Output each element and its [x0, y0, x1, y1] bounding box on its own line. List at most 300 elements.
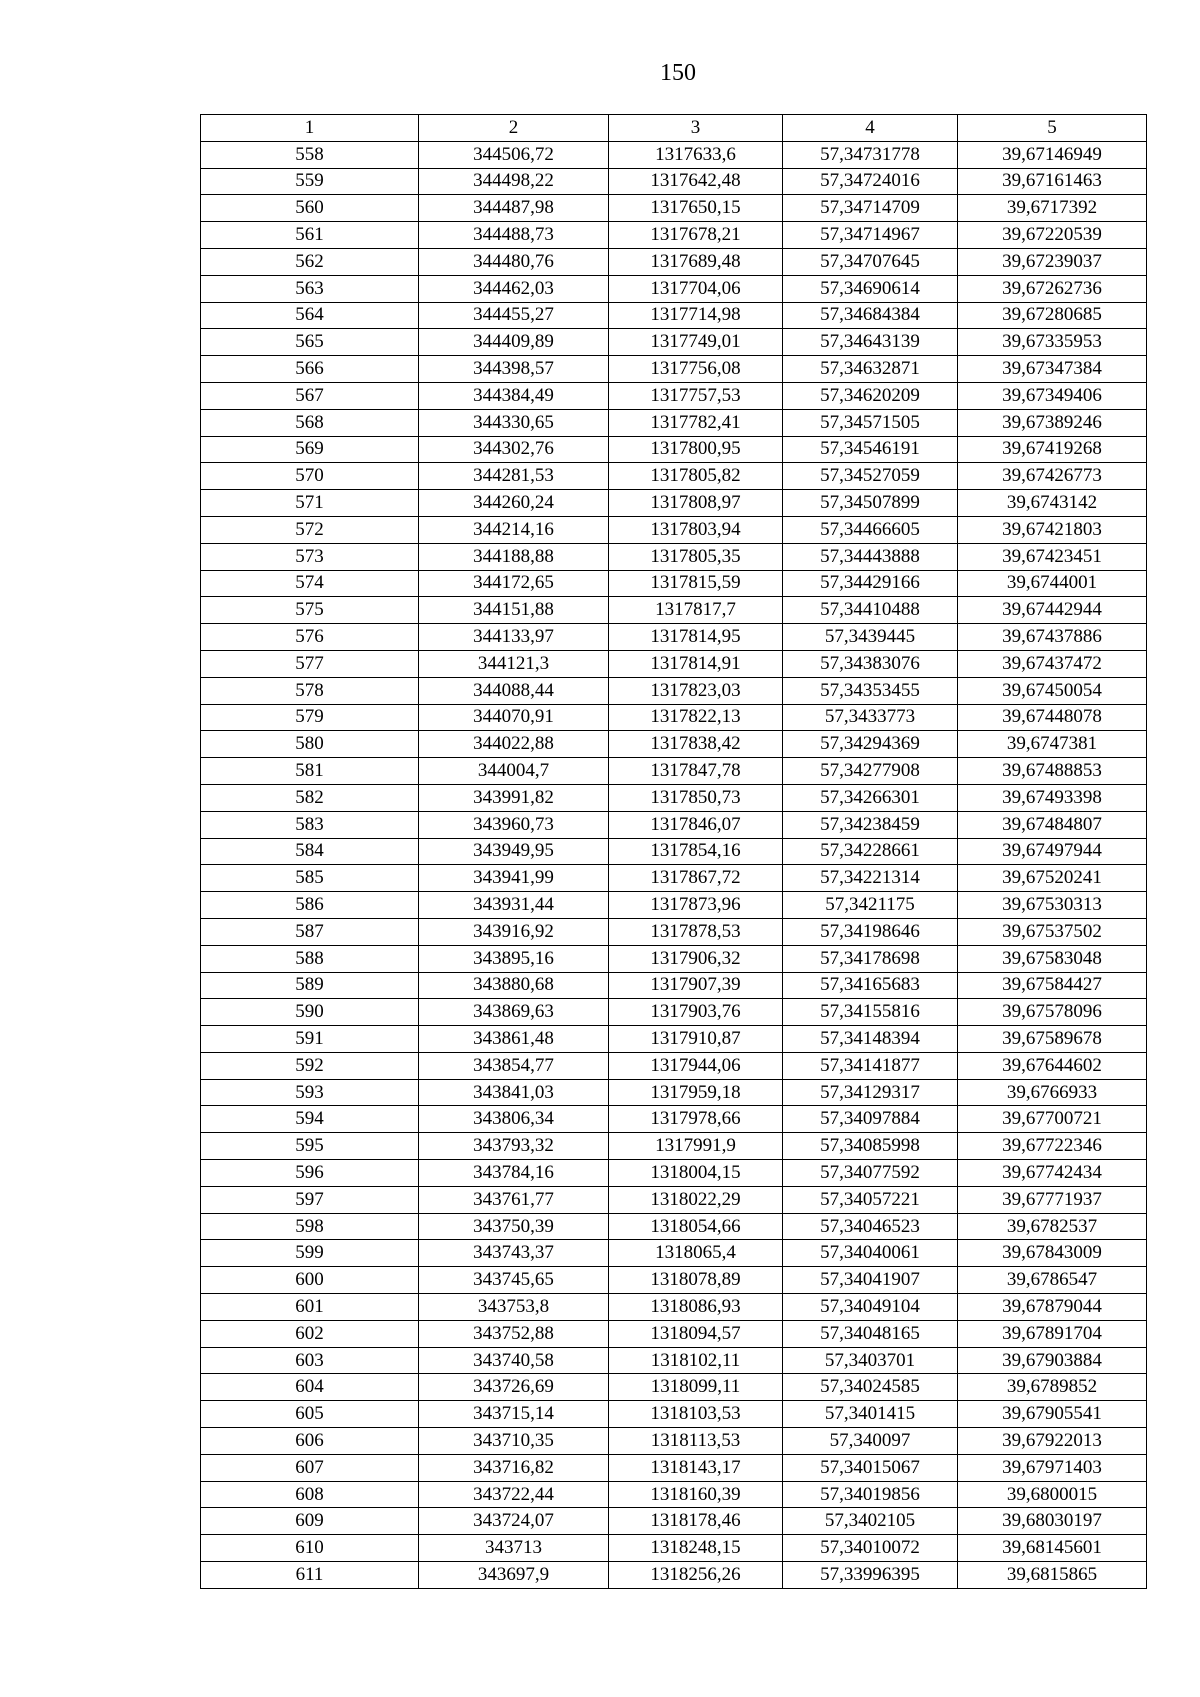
table-cell-col-4: 57,34507899 — [783, 490, 958, 517]
table-cell-col-5: 39,67239037 — [958, 248, 1147, 275]
table-cell-col-3: 1318102,11 — [609, 1347, 783, 1374]
table-cell-col-3: 1317678,21 — [609, 222, 783, 249]
table-cell-col-2: 344260,24 — [419, 490, 609, 517]
table-cell-col-3: 1318178,46 — [609, 1508, 783, 1535]
table-cell-col-5: 39,67905541 — [958, 1401, 1147, 1428]
table-row — [201, 409, 1147, 436]
table-cell-col-3: 1317714,98 — [609, 302, 783, 329]
table-cell-col-2: 343841,03 — [419, 1079, 609, 1106]
table-cell-col-3: 1318113,53 — [609, 1428, 783, 1455]
table-row — [201, 1213, 1147, 1240]
table-cell-col-1: 579 — [201, 704, 419, 731]
table-cell-col-4: 57,34731778 — [783, 141, 958, 168]
table-cell-col-3: 1317991,9 — [609, 1133, 783, 1160]
table-row — [201, 1562, 1147, 1589]
table-cell-col-5: 39,67644602 — [958, 1052, 1147, 1079]
table-cell-col-3: 1317978,66 — [609, 1106, 783, 1133]
table-cell-col-4: 57,34155816 — [783, 999, 958, 1026]
table-cell-col-3: 1317854,16 — [609, 838, 783, 865]
table-row — [201, 543, 1147, 570]
table-cell-col-4: 57,34714709 — [783, 195, 958, 222]
table-cell-col-1: 594 — [201, 1106, 419, 1133]
table-cell-col-4: 57,34724016 — [783, 168, 958, 195]
table-row — [201, 704, 1147, 731]
table-cell-col-1: 599 — [201, 1240, 419, 1267]
table-row — [201, 222, 1147, 249]
column-header-4: 4 — [783, 115, 958, 142]
table-row — [201, 865, 1147, 892]
table-cell-col-5: 39,6800015 — [958, 1481, 1147, 1508]
table-cell-col-5: 39,67879044 — [958, 1294, 1147, 1321]
table-cell-col-4: 57,34714967 — [783, 222, 958, 249]
table-cell-col-2: 344455,27 — [419, 302, 609, 329]
table-cell-col-4: 57,34198646 — [783, 918, 958, 945]
table-row — [201, 1454, 1147, 1481]
table-cell-col-4: 57,34040061 — [783, 1240, 958, 1267]
table-cell-col-1: 568 — [201, 409, 419, 436]
table-cell-col-1: 576 — [201, 624, 419, 651]
table-cell-col-4: 57,34049104 — [783, 1294, 958, 1321]
table-cell-col-4: 57,34707645 — [783, 248, 958, 275]
table-cell-col-5: 39,67488853 — [958, 758, 1147, 785]
table-cell-col-4: 57,34097884 — [783, 1106, 958, 1133]
table-row — [201, 490, 1147, 517]
table-cell-col-1: 559 — [201, 168, 419, 195]
table-cell-col-5: 39,67484807 — [958, 811, 1147, 838]
table-cell-col-2: 344088,44 — [419, 677, 609, 704]
table-cell-col-4: 57,34277908 — [783, 758, 958, 785]
table-cell-col-2: 344022,88 — [419, 731, 609, 758]
table-cell-col-3: 1317757,53 — [609, 382, 783, 409]
column-header-3: 3 — [609, 115, 783, 142]
table-cell-col-3: 1317817,7 — [609, 597, 783, 624]
table-cell-col-2: 344409,89 — [419, 329, 609, 356]
table-cell-col-2: 343895,16 — [419, 945, 609, 972]
table-cell-col-4: 57,34057221 — [783, 1186, 958, 1213]
column-header-5: 5 — [958, 115, 1147, 142]
table-row — [201, 1267, 1147, 1294]
table-cell-col-2: 344214,16 — [419, 516, 609, 543]
table-cell-col-2: 344133,97 — [419, 624, 609, 651]
table-cell-col-2: 344498,22 — [419, 168, 609, 195]
table-row — [201, 1320, 1147, 1347]
table-cell-col-4: 57,34010072 — [783, 1535, 958, 1562]
table-cell-col-2: 343743,37 — [419, 1240, 609, 1267]
table-row — [201, 918, 1147, 945]
table-cell-col-3: 1318143,17 — [609, 1454, 783, 1481]
table-cell-col-5: 39,67497944 — [958, 838, 1147, 865]
table-cell-col-1: 569 — [201, 436, 419, 463]
table-cell-col-3: 1317689,48 — [609, 248, 783, 275]
table-cell-col-3: 1318086,93 — [609, 1294, 783, 1321]
table-row — [201, 811, 1147, 838]
table-cell-col-1: 609 — [201, 1508, 419, 1535]
table-cell-col-1: 565 — [201, 329, 419, 356]
table-cell-col-1: 586 — [201, 892, 419, 919]
table-cell-col-4: 57,34228661 — [783, 838, 958, 865]
table-row — [201, 1240, 1147, 1267]
table-cell-col-4: 57,34643139 — [783, 329, 958, 356]
table-cell-col-2: 343793,32 — [419, 1133, 609, 1160]
table-cell-col-5: 39,67583048 — [958, 945, 1147, 972]
table-cell-col-3: 1317959,18 — [609, 1079, 783, 1106]
table-cell-col-4: 57,34466605 — [783, 516, 958, 543]
table-cell-col-5: 39,68145601 — [958, 1535, 1147, 1562]
table-cell-col-2: 343880,68 — [419, 972, 609, 999]
table-cell-col-5: 39,67423451 — [958, 543, 1147, 570]
table-cell-col-2: 343784,16 — [419, 1160, 609, 1187]
table-cell-col-2: 343752,88 — [419, 1320, 609, 1347]
table-cell-col-2: 343761,77 — [419, 1186, 609, 1213]
table-cell-col-2: 343991,82 — [419, 784, 609, 811]
table-cell-col-3: 1317873,96 — [609, 892, 783, 919]
table-row — [201, 624, 1147, 651]
table-cell-col-5: 39,67437886 — [958, 624, 1147, 651]
table-cell-col-2: 344151,88 — [419, 597, 609, 624]
table-cell-col-2: 343949,95 — [419, 838, 609, 865]
table-row — [201, 758, 1147, 785]
table-cell-col-3: 1317805,82 — [609, 463, 783, 490]
column-header-2: 2 — [419, 115, 609, 142]
table-row — [201, 1508, 1147, 1535]
table-row — [201, 302, 1147, 329]
table-cell-col-3: 1317822,13 — [609, 704, 783, 731]
table-cell-col-3: 1317815,59 — [609, 570, 783, 597]
table-cell-col-3: 1318248,15 — [609, 1535, 783, 1562]
table-cell-col-1: 583 — [201, 811, 419, 838]
table-cell-col-1: 566 — [201, 356, 419, 383]
table-cell-col-4: 57,34165683 — [783, 972, 958, 999]
table-cell-col-3: 1317782,41 — [609, 409, 783, 436]
table-row — [201, 1535, 1147, 1562]
table-cell-col-5: 39,67419268 — [958, 436, 1147, 463]
table-cell-col-4: 57,33996395 — [783, 1562, 958, 1589]
table-cell-col-5: 39,67771937 — [958, 1186, 1147, 1213]
table-row — [201, 516, 1147, 543]
table-cell-col-5: 39,67722346 — [958, 1133, 1147, 1160]
table-cell-col-1: 561 — [201, 222, 419, 249]
table-body — [201, 141, 1147, 1588]
table-cell-col-5: 39,67584427 — [958, 972, 1147, 999]
table-cell-col-4: 57,34690614 — [783, 275, 958, 302]
table-row — [201, 1374, 1147, 1401]
table-cell-col-2: 344121,3 — [419, 650, 609, 677]
table-row — [201, 1052, 1147, 1079]
table-cell-col-5: 39,6743142 — [958, 490, 1147, 517]
table-cell-col-1: 571 — [201, 490, 419, 517]
table-row — [201, 1401, 1147, 1428]
table-row — [201, 677, 1147, 704]
table-cell-col-2: 343745,65 — [419, 1267, 609, 1294]
table-cell-col-3: 1318004,15 — [609, 1160, 783, 1187]
table-cell-col-4: 57,34294369 — [783, 731, 958, 758]
table-cell-col-5: 39,67742434 — [958, 1160, 1147, 1187]
table-row — [201, 838, 1147, 865]
table-cell-col-1: 562 — [201, 248, 419, 275]
table-cell-col-1: 608 — [201, 1481, 419, 1508]
table-cell-col-1: 577 — [201, 650, 419, 677]
table-cell-col-2: 343716,82 — [419, 1454, 609, 1481]
table-cell-col-5: 39,67347384 — [958, 356, 1147, 383]
table-cell-col-1: 589 — [201, 972, 419, 999]
table-cell-col-1: 560 — [201, 195, 419, 222]
table-cell-col-4: 57,34041907 — [783, 1267, 958, 1294]
table-row — [201, 945, 1147, 972]
table-cell-col-1: 597 — [201, 1186, 419, 1213]
table-cell-col-3: 1317814,91 — [609, 650, 783, 677]
table-row — [201, 141, 1147, 168]
table-header-row — [201, 115, 1147, 142]
table-cell-col-4: 57,34266301 — [783, 784, 958, 811]
table-cell-col-2: 344462,03 — [419, 275, 609, 302]
table-cell-col-5: 39,67537502 — [958, 918, 1147, 945]
table-cell-col-4: 57,34684384 — [783, 302, 958, 329]
table-row — [201, 1481, 1147, 1508]
table-cell-col-4: 57,34546191 — [783, 436, 958, 463]
table-cell-col-5: 39,6786547 — [958, 1267, 1147, 1294]
table-cell-col-4: 57,34383076 — [783, 650, 958, 677]
table-row — [201, 356, 1147, 383]
table-cell-col-5: 39,67903884 — [958, 1347, 1147, 1374]
table-cell-col-4: 57,34129317 — [783, 1079, 958, 1106]
table-cell-col-2: 344281,53 — [419, 463, 609, 490]
table-cell-col-4: 57,34019856 — [783, 1481, 958, 1508]
table-cell-col-4: 57,34178698 — [783, 945, 958, 972]
table-row — [201, 1186, 1147, 1213]
table-cell-col-1: 563 — [201, 275, 419, 302]
table-cell-col-2: 344487,98 — [419, 195, 609, 222]
table-cell-col-4: 57,34015067 — [783, 1454, 958, 1481]
table-cell-col-2: 343861,48 — [419, 1026, 609, 1053]
table-cell-col-5: 39,67700721 — [958, 1106, 1147, 1133]
table-row — [201, 570, 1147, 597]
table-cell-col-3: 1318065,4 — [609, 1240, 783, 1267]
table-cell-col-3: 1317907,39 — [609, 972, 783, 999]
table-cell-col-4: 57,3439445 — [783, 624, 958, 651]
table-cell-col-3: 1317814,95 — [609, 624, 783, 651]
table-cell-col-5: 39,67450054 — [958, 677, 1147, 704]
table-cell-col-2: 344480,76 — [419, 248, 609, 275]
table-cell-col-1: 578 — [201, 677, 419, 704]
table-cell-col-1: 591 — [201, 1026, 419, 1053]
table-cell-col-1: 567 — [201, 382, 419, 409]
table-cell-col-3: 1318054,66 — [609, 1213, 783, 1240]
table-cell-col-3: 1317749,01 — [609, 329, 783, 356]
table-row — [201, 972, 1147, 999]
table-cell-col-1: 604 — [201, 1374, 419, 1401]
table-row — [201, 1026, 1147, 1053]
table-cell-col-2: 344488,73 — [419, 222, 609, 249]
table-cell-col-4: 57,34046523 — [783, 1213, 958, 1240]
table-cell-col-1: 587 — [201, 918, 419, 945]
table-cell-col-2: 343750,39 — [419, 1213, 609, 1240]
table-cell-col-1: 598 — [201, 1213, 419, 1240]
table-cell-col-5: 39,6744001 — [958, 570, 1147, 597]
table-cell-col-2: 343931,44 — [419, 892, 609, 919]
table-cell-col-1: 596 — [201, 1160, 419, 1187]
table-cell-col-3: 1317650,15 — [609, 195, 783, 222]
table-cell-col-5: 39,67493398 — [958, 784, 1147, 811]
table-cell-col-1: 593 — [201, 1079, 419, 1106]
table-cell-col-2: 343753,8 — [419, 1294, 609, 1321]
table-cell-col-5: 39,67161463 — [958, 168, 1147, 195]
table-row — [201, 463, 1147, 490]
table-cell-col-4: 57,3403701 — [783, 1347, 958, 1374]
table-cell-col-5: 39,67578096 — [958, 999, 1147, 1026]
table-row — [201, 382, 1147, 409]
table-cell-col-5: 39,6815865 — [958, 1562, 1147, 1589]
table-cell-col-4: 57,34353455 — [783, 677, 958, 704]
table-cell-col-5: 39,67335953 — [958, 329, 1147, 356]
table-cell-col-1: 558 — [201, 141, 419, 168]
table-row — [201, 1133, 1147, 1160]
table-row — [201, 784, 1147, 811]
table-row — [201, 329, 1147, 356]
table-cell-col-1: 564 — [201, 302, 419, 329]
table-row — [201, 168, 1147, 195]
table-cell-col-5: 39,6789852 — [958, 1374, 1147, 1401]
table-cell-col-3: 1318103,53 — [609, 1401, 783, 1428]
table-cell-col-1: 575 — [201, 597, 419, 624]
table-cell-col-5: 39,67426773 — [958, 463, 1147, 490]
table-row — [201, 1294, 1147, 1321]
table-cell-col-2: 344302,76 — [419, 436, 609, 463]
table-cell-col-2: 343854,77 — [419, 1052, 609, 1079]
table-cell-col-1: 601 — [201, 1294, 419, 1321]
table-cell-col-2: 343941,99 — [419, 865, 609, 892]
table-cell-col-5: 39,6747381 — [958, 731, 1147, 758]
table-cell-col-3: 1317823,03 — [609, 677, 783, 704]
table-cell-col-5: 39,67220539 — [958, 222, 1147, 249]
table-cell-col-1: 595 — [201, 1133, 419, 1160]
table-cell-col-2: 343916,92 — [419, 918, 609, 945]
table-cell-col-3: 1317756,08 — [609, 356, 783, 383]
table-cell-col-1: 592 — [201, 1052, 419, 1079]
table-row — [201, 999, 1147, 1026]
table-cell-col-3: 1318256,26 — [609, 1562, 783, 1589]
table-cell-col-5: 39,6717392 — [958, 195, 1147, 222]
table-cell-col-2: 344172,65 — [419, 570, 609, 597]
table-cell-col-2: 344188,88 — [419, 543, 609, 570]
table-row — [201, 195, 1147, 222]
table-cell-col-4: 57,34571505 — [783, 409, 958, 436]
table-cell-col-4: 57,34238459 — [783, 811, 958, 838]
table-cell-col-5: 39,67448078 — [958, 704, 1147, 731]
table-cell-col-4: 57,34620209 — [783, 382, 958, 409]
table-cell-col-2: 344384,49 — [419, 382, 609, 409]
table-cell-col-2: 344004,7 — [419, 758, 609, 785]
table-cell-col-4: 57,3421175 — [783, 892, 958, 919]
table-cell-col-1: 605 — [201, 1401, 419, 1428]
table-cell-col-1: 585 — [201, 865, 419, 892]
table-cell-col-5: 39,67442944 — [958, 597, 1147, 624]
table-cell-col-3: 1317867,72 — [609, 865, 783, 892]
table-row — [201, 650, 1147, 677]
table-cell-col-3: 1317633,6 — [609, 141, 783, 168]
table-row — [201, 436, 1147, 463]
table-cell-col-5: 39,67280685 — [958, 302, 1147, 329]
table-cell-col-2: 343724,07 — [419, 1508, 609, 1535]
table-row — [201, 1347, 1147, 1374]
table-cell-col-3: 1317803,94 — [609, 516, 783, 543]
table-cell-col-2: 343726,69 — [419, 1374, 609, 1401]
table-cell-col-5: 39,67922013 — [958, 1428, 1147, 1455]
table-cell-col-2: 344070,91 — [419, 704, 609, 731]
table-row — [201, 1079, 1147, 1106]
table-cell-col-4: 57,340097 — [783, 1428, 958, 1455]
table-cell-col-3: 1317800,95 — [609, 436, 783, 463]
table-cell-col-2: 344398,57 — [419, 356, 609, 383]
table-cell-col-1: 588 — [201, 945, 419, 972]
table-cell-col-1: 611 — [201, 1562, 419, 1589]
table-cell-col-1: 570 — [201, 463, 419, 490]
table-cell-col-1: 573 — [201, 543, 419, 570]
table-cell-col-2: 343869,63 — [419, 999, 609, 1026]
table-cell-col-5: 39,67421803 — [958, 516, 1147, 543]
table-row — [201, 892, 1147, 919]
table-cell-col-2: 343697,9 — [419, 1562, 609, 1589]
table-cell-col-3: 1317903,76 — [609, 999, 783, 1026]
table-row — [201, 731, 1147, 758]
table-cell-col-4: 57,34410488 — [783, 597, 958, 624]
table-cell-col-1: 572 — [201, 516, 419, 543]
table-cell-col-5: 39,67971403 — [958, 1454, 1147, 1481]
page-number: 150 — [660, 60, 696, 86]
table-cell-col-4: 57,34443888 — [783, 543, 958, 570]
table-cell-col-4: 57,3402105 — [783, 1508, 958, 1535]
table-cell-col-3: 1317850,73 — [609, 784, 783, 811]
table-cell-col-2: 344506,72 — [419, 141, 609, 168]
table-row — [201, 1106, 1147, 1133]
table-row — [201, 597, 1147, 624]
table-cell-col-5: 39,68030197 — [958, 1508, 1147, 1535]
table-cell-col-3: 1317878,53 — [609, 918, 783, 945]
table-cell-col-5: 39,67843009 — [958, 1240, 1147, 1267]
table-cell-col-3: 1318022,29 — [609, 1186, 783, 1213]
table-cell-col-1: 610 — [201, 1535, 419, 1562]
table-cell-col-5: 39,67146949 — [958, 141, 1147, 168]
table-row — [201, 275, 1147, 302]
table-cell-col-3: 1317642,48 — [609, 168, 783, 195]
table-row — [201, 248, 1147, 275]
table-cell-col-1: 580 — [201, 731, 419, 758]
table-cell-col-2: 343722,44 — [419, 1481, 609, 1508]
table-cell-col-1: 602 — [201, 1320, 419, 1347]
table-cell-col-3: 1318160,39 — [609, 1481, 783, 1508]
table-cell-col-2: 343710,35 — [419, 1428, 609, 1455]
table-cell-col-4: 57,34429166 — [783, 570, 958, 597]
table-cell-col-3: 1317910,87 — [609, 1026, 783, 1053]
table-cell-col-1: 590 — [201, 999, 419, 1026]
table-cell-col-5: 39,67349406 — [958, 382, 1147, 409]
table-row — [201, 1160, 1147, 1187]
table-cell-col-4: 57,34024585 — [783, 1374, 958, 1401]
table-cell-col-1: 606 — [201, 1428, 419, 1455]
table-cell-col-5: 39,67437472 — [958, 650, 1147, 677]
table-cell-col-4: 57,34141877 — [783, 1052, 958, 1079]
table-cell-col-3: 1317808,97 — [609, 490, 783, 517]
table-cell-col-5: 39,67530313 — [958, 892, 1147, 919]
table-cell-col-3: 1317944,06 — [609, 1052, 783, 1079]
table-cell-col-4: 57,34077592 — [783, 1160, 958, 1187]
table-cell-col-3: 1317838,42 — [609, 731, 783, 758]
table-cell-col-3: 1317704,06 — [609, 275, 783, 302]
table-cell-col-2: 344330,65 — [419, 409, 609, 436]
table-cell-col-1: 607 — [201, 1454, 419, 1481]
table-cell-col-1: 600 — [201, 1267, 419, 1294]
table-cell-col-3: 1318078,89 — [609, 1267, 783, 1294]
table-cell-col-4: 57,34527059 — [783, 463, 958, 490]
